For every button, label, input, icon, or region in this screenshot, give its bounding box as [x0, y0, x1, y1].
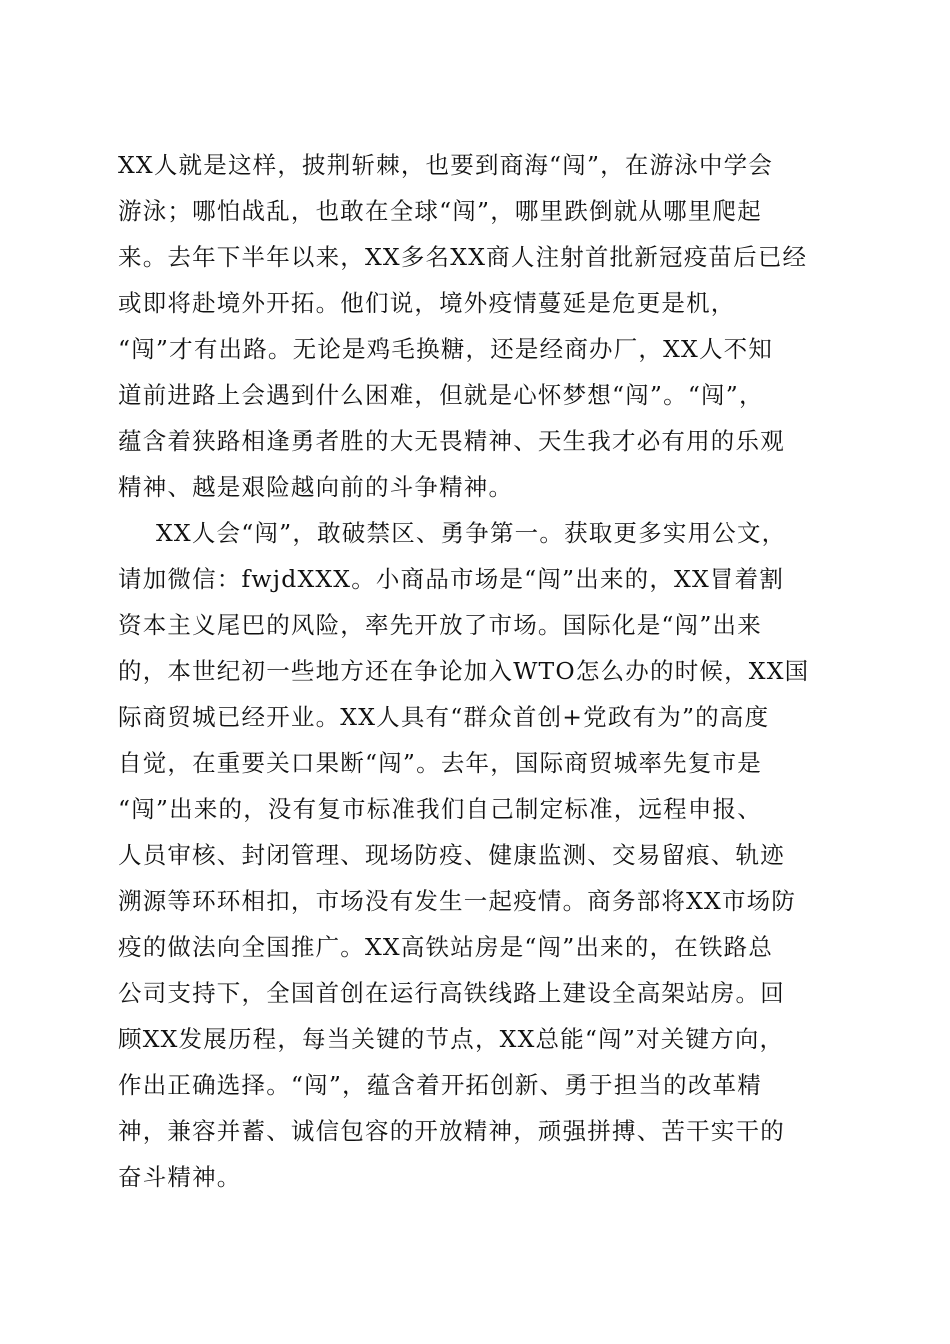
text-line: 游泳；哪怕战乱，也敢在全球“闯”，哪里跌倒就从哪里爬起: [118, 197, 762, 225]
text-line: 神，兼容并蓄、诚信包容的开放精神，顽强拼搏、苦干实干的: [118, 1117, 785, 1145]
document-body: [118, 142, 834, 1200]
text-line: “闯”出来的，没有复市标准我们自己制定标准，远程申报、: [118, 795, 762, 823]
text-line: 资本主义尾巴的风险，率先开放了市场。国际化是“闯”出来: [118, 611, 762, 639]
text-line: 顾XX发展历程，每当关键的节点，XX总能“闯”对关键方向，: [118, 1025, 785, 1053]
text-line: 际商贸城已经开业。XX人具有“群众首创+党政有为”的高度: [118, 703, 770, 731]
text-line: 蕴含着狭路相逢勇者胜的大无畏精神、天生我才必有用的乐观: [118, 427, 785, 455]
text-line: 奋斗精神。: [118, 1163, 242, 1191]
text-line: XX人就是这样，披荆斩棘，也要到商海“闯”，在游泳中学会: [118, 151, 774, 179]
text-line: 人员审核、封闭管理、现场防疫、健康监测、交易留痕、轨迹: [118, 841, 785, 869]
text-line: XX人会“闯”，敢破禁区、勇争第一。获取更多实用公文，: [156, 519, 787, 547]
text-line: 疫的做法向全国推广。XX高铁站房是“闯”出来的，在铁路总: [118, 933, 774, 961]
text-line: “闯”才有出路。无论是鸡毛换糖，还是经商办厂，XX人不知: [118, 335, 774, 363]
paragraph-2: [118, 510, 834, 1200]
text-line: 精神、越是艰险越向前的斗争精神。: [118, 473, 514, 501]
text-line: 来。去年下半年以来，XX多名XX商人注射首批新冠疫苗后已经: [118, 243, 808, 271]
text-line: 或即将赴境外开拓。他们说，境外疫情蔓延是危更是机，: [118, 289, 736, 317]
text-line: 自觉，在重要关口果断“闯”。去年，国际商贸城率先复市是: [118, 749, 762, 777]
text-line: 溯源等环环相扣，市场没有发生一起疫情。商务部将XX市场防: [118, 887, 797, 915]
text-line: 请加微信：fwjdXXX。小商品市场是“闯”出来的，XX冒着割: [118, 565, 785, 593]
paragraph-1: [118, 142, 834, 510]
text-line: 的，本世纪初一些地方还在争论加入WTO怎么办的时候，XX国: [118, 657, 810, 685]
text-line: 道前进路上会遇到什么困难，但就是心怀梦想“闯”。“闯”，: [118, 381, 764, 409]
text-line: 公司支持下，全国首创在运行高铁线路上建设全高架站房。回: [118, 979, 785, 1007]
text-line: 作出正确选择。“闯”，蕴含着开拓创新、勇于担当的改革精: [118, 1071, 762, 1099]
